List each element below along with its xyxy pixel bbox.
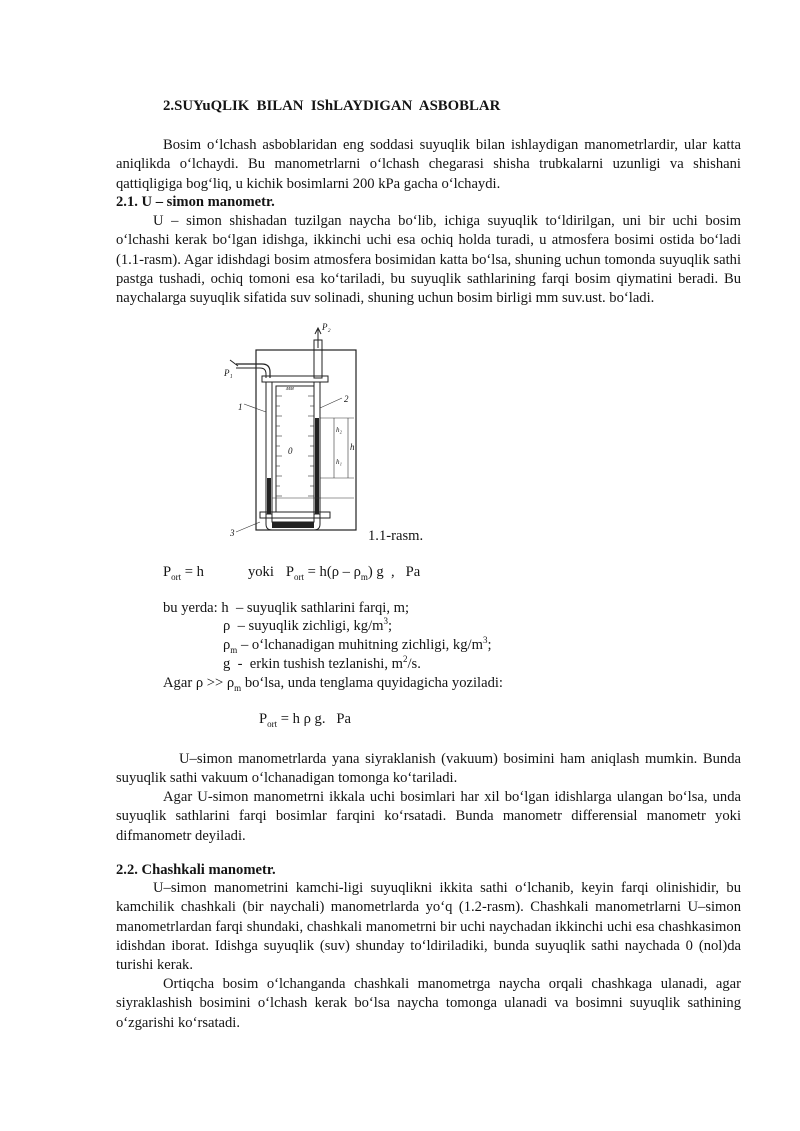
label-3: 3 (230, 528, 235, 538)
where-line-1: bu yerda: h – suyuqlik sathlarini farqi, m; (163, 600, 410, 616)
label-2: 2 (344, 394, 349, 404)
label-1: 1 (238, 402, 243, 412)
label-h2: h₂ (336, 426, 342, 434)
label-p1: P₁ (224, 368, 233, 378)
where-line-5: Agar $\rho >> \rho_m$ bo‘lsa, unda tenglama quyidagicha yoziladi: (163, 675, 503, 693)
label-zero: 0 (288, 446, 293, 456)
formula-1: $P_{ort} = h$ yoki $P_{ort} = h(\rho - \rho_m)$ g , Pa (163, 564, 421, 582)
subsection-heading-2-2: 2.2. Chashkali manometr. (116, 862, 276, 878)
where-line-2: ρ – suyuqlik zichligi, $kg/m^3$; (223, 616, 393, 634)
figure-labels (222, 318, 372, 548)
formula-2: $P_{ort} = h$ ρ g. Pa (259, 711, 352, 729)
label-h1: h₁ (336, 458, 342, 466)
section-title: 2.SUYuQLIK BILAN IShLAYDIGAN ASBOBLAR (163, 98, 501, 114)
paragraph-excess-pressure: Ortiqcha bosim o‘lchanganda chashkali manometrga naycha orqali chashkaga ulanadi, agar siyraklashish bosimini o‘lchash kerak bo‘lsa naycha tomonga ulanadi va bosimni suyuqlik sathining o‘zgarishi ko‘rsatadi. (116, 976, 741, 1031)
where-line-4: g - erkin tushish tezlanishi, $m^2/s$. (223, 654, 421, 672)
figure-caption: 1.1-rasm. (368, 528, 424, 544)
paragraph-u-tube: U – simon shishadan tuzilgan naycha bo‘lib, ichiga suyuqlik to‘ldirilgan, uni bir uchi bosim o‘lchashi kerak bo‘lgan idishga, ikkinchi uchi esa ochiq holda turadi, u atmosfera bosimi ostida bo‘ladi (1.1-rasm). Agar idishdagi bosim atmosfera bosimidan katta bo‘lsa, shuning uchun tomonda suyuqlik sathi pastga tushadi, ochiq tomoni esa ko‘tariladi, bu suyuqlik sathlarining farqi bosim qiymatini beradi. Bu naychalarga suyuqlik sifatida suv solinadi, shuning uchun bosim birligi mm suv.ust. bo‘ladi. (116, 213, 741, 307)
label-h: h (350, 442, 355, 452)
label-mm: мм (286, 386, 294, 392)
paragraph-intro: Bosim o‘lchash asboblaridan eng soddasi suyuqlik bilan ishlaydigan manometrlardir, ular katta aniqlikda o‘lchaydi. Bu manometrlarni o‘lchash chegarasi shisha trubkalarni uzunligi va shishani qattiqligiga bog‘liq, u kichik bosimlarni 200 kPa gacha o‘lchaydi. (116, 137, 741, 192)
paragraph-differential: Agar U-simon manometrni ikkala uchi bosimlari har xil bo‘lgan idishlarga ulangan bo‘lsa, unda suyuqlik sathlarini farqi bosimlar farqini ko‘rsatadi. Bunda manometr differensial manometr yoki difmanometr deyiladi. (116, 789, 741, 844)
label-p2: P₂ (322, 322, 331, 332)
paragraph-vacuum: U–simon manometrlarda yana siyraklanish (vakuum) bosimini ham aniqlash mumkin. Bunda suyuqlik sathi vakuum o‘lchanadigan tomonga ko‘tariladi. (116, 751, 741, 787)
where-line-3: $\rho_m$ – o‘lchanadigan muhitning zichligi, $kg/m^3$; (223, 635, 492, 655)
paragraph-cup-manometer: U–simon manometrini kamchi-ligi suyuqlikni ikkita sathi o‘lchanib, keyin farqi olinishidir, bu kamchilik chashkali (bir naychali) manometrlarda yo‘q (1.2-rasm). Chashkali manometrlarni U–simon manometrlardan farqi shundaki, chashkali manometrni bir uchi naychadan ikkinchi uchi esa chashkasimon idishdan iborat. Idishga suyuqlik (suv) shunday to‘ldiriladiki, bunda suyuqlik sathi naychada 0 (nol)da turishi kerak. (116, 880, 741, 974)
subsection-heading-2-1: 2.1. U – simon manometr. (116, 194, 275, 210)
